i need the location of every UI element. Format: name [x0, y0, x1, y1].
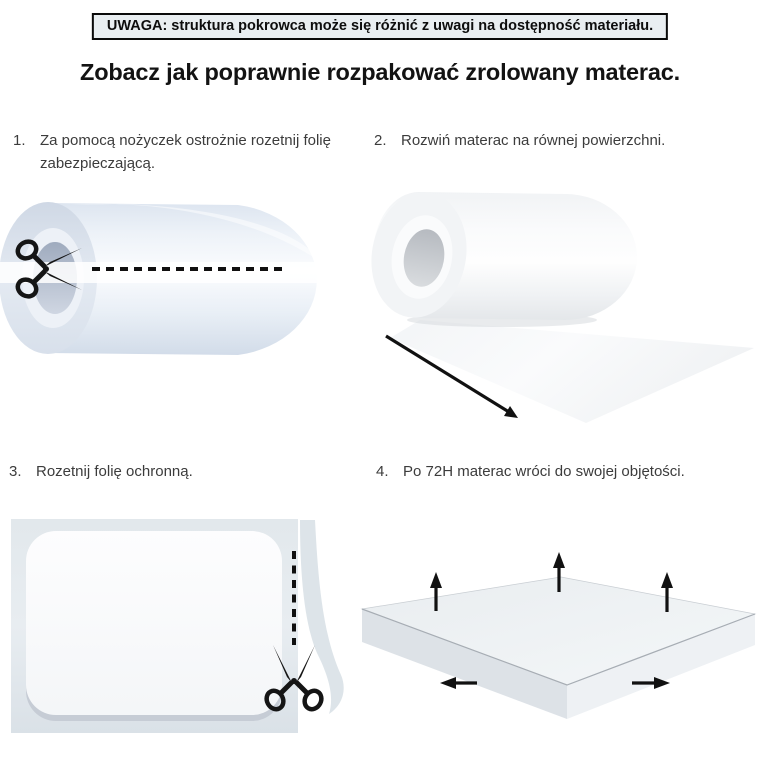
expanding-mattress-illustration — [360, 535, 760, 750]
step-1-text: Za pomocą nożyczek ostrożnie rozetnij folię zabezpieczającą. — [40, 132, 331, 172]
notice-banner-text: UWAGA: struktura pokrowca może się różnić z uwagi na dostępność materiału. — [106, 18, 654, 34]
flat-mattress-foil-illustration — [5, 515, 350, 740]
step-4-label — [376, 461, 760, 484]
step-3-illustration — [5, 515, 350, 740]
cut-band — [0, 262, 336, 283]
step-2-text: Rozwiń materac na równej powierzchni. — [401, 132, 666, 149]
step-2-label — [374, 130, 756, 153]
mattress-top — [26, 531, 282, 715]
step-2-illustration — [362, 162, 760, 437]
step-3-text: Rozetnij folię ochronną. — [36, 463, 193, 480]
unrolling-mattress-illustration — [362, 162, 760, 437]
step-1-illustration — [0, 185, 340, 425]
step-1-number: 1. — [13, 132, 26, 149]
step-4-illustration — [360, 535, 760, 750]
step-3-label — [9, 461, 349, 484]
step-1-label — [13, 130, 343, 175]
foil-flap — [300, 520, 344, 714]
notice-banner — [92, 13, 668, 40]
step-4-number: 4. — [376, 463, 389, 480]
step-4-text: Po 72H materac wróci do swojej objętości. — [403, 463, 685, 480]
step-2-number: 2. — [374, 132, 387, 149]
step-3-number: 3. — [9, 463, 22, 480]
page-title: Zobacz jak poprawnie rozpakować zrolowany materac. — [80, 59, 680, 85]
rolled-mattress-illustration — [0, 185, 340, 425]
